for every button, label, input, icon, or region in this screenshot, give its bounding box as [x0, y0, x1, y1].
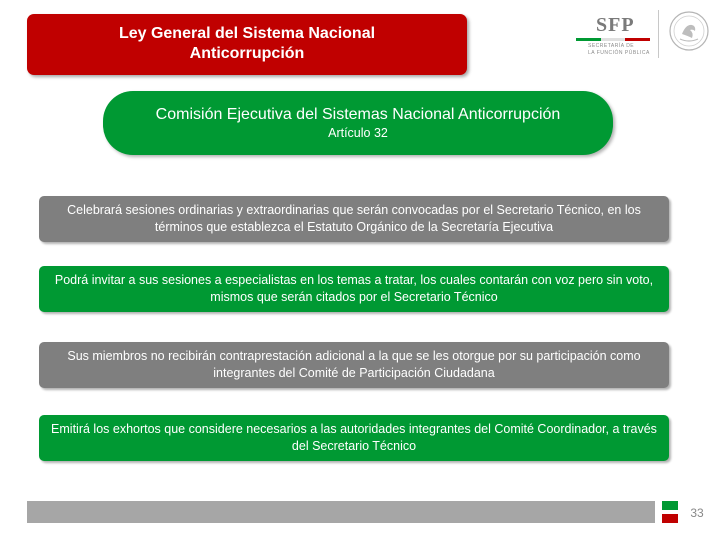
footer-flag-marker	[662, 501, 678, 523]
sfp-flag-bar	[576, 38, 650, 41]
item-text-3: Sus miembros no recibirán contraprestación adicional a la que se les otorgue por su participación como integrantes del Comité de Participación Ciudadana	[67, 349, 641, 380]
item-box-2	[39, 266, 669, 312]
page-number: 33	[690, 506, 704, 520]
item-box-3	[39, 342, 669, 388]
item-text-4: Emitirá los exhortos que considere necesarios a las autoridades integrantes del Comité Coordinador, a través del Secretario Técnico	[51, 422, 657, 453]
commission-title: Comisión Ejecutiva del Sistemas Nacional Anticorrupción	[155, 106, 561, 123]
header-title-box	[27, 14, 467, 75]
mexico-coat-of-arms-icon	[668, 10, 710, 52]
item-text-2: Podrá invitar a sus sesiones a especialistas en los temas a tratar, los cuales contarán con voz pero sin voto, mismos que serán citados por el Secretario Técnico	[54, 273, 654, 304]
logo-divider	[658, 10, 659, 58]
commission-article: Artículo 32	[328, 126, 388, 140]
item-box-1	[39, 196, 669, 242]
item-text-1: Celebrará sesiones ordinarias y extraordinarias que serán convocadas por el Secretario Técnico, en los términos que establezca el Estatuto Orgánico de la Secretaría Ejecutiva	[67, 203, 641, 234]
sfp-logo-subtitle-1: SECRETARÍA DE	[588, 43, 635, 49]
sfp-logo-subtitle-2: LA FUNCIÓN PÚBLICA	[588, 50, 650, 56]
item-box-4	[39, 415, 669, 461]
footer-bar	[27, 501, 655, 523]
sfp-logo-acronym: SFP	[596, 14, 635, 36]
sfp-logo	[572, 10, 714, 58]
header-title: Ley General del Sistema Nacional Anticorrupción	[118, 24, 376, 62]
commission-box	[103, 91, 613, 155]
